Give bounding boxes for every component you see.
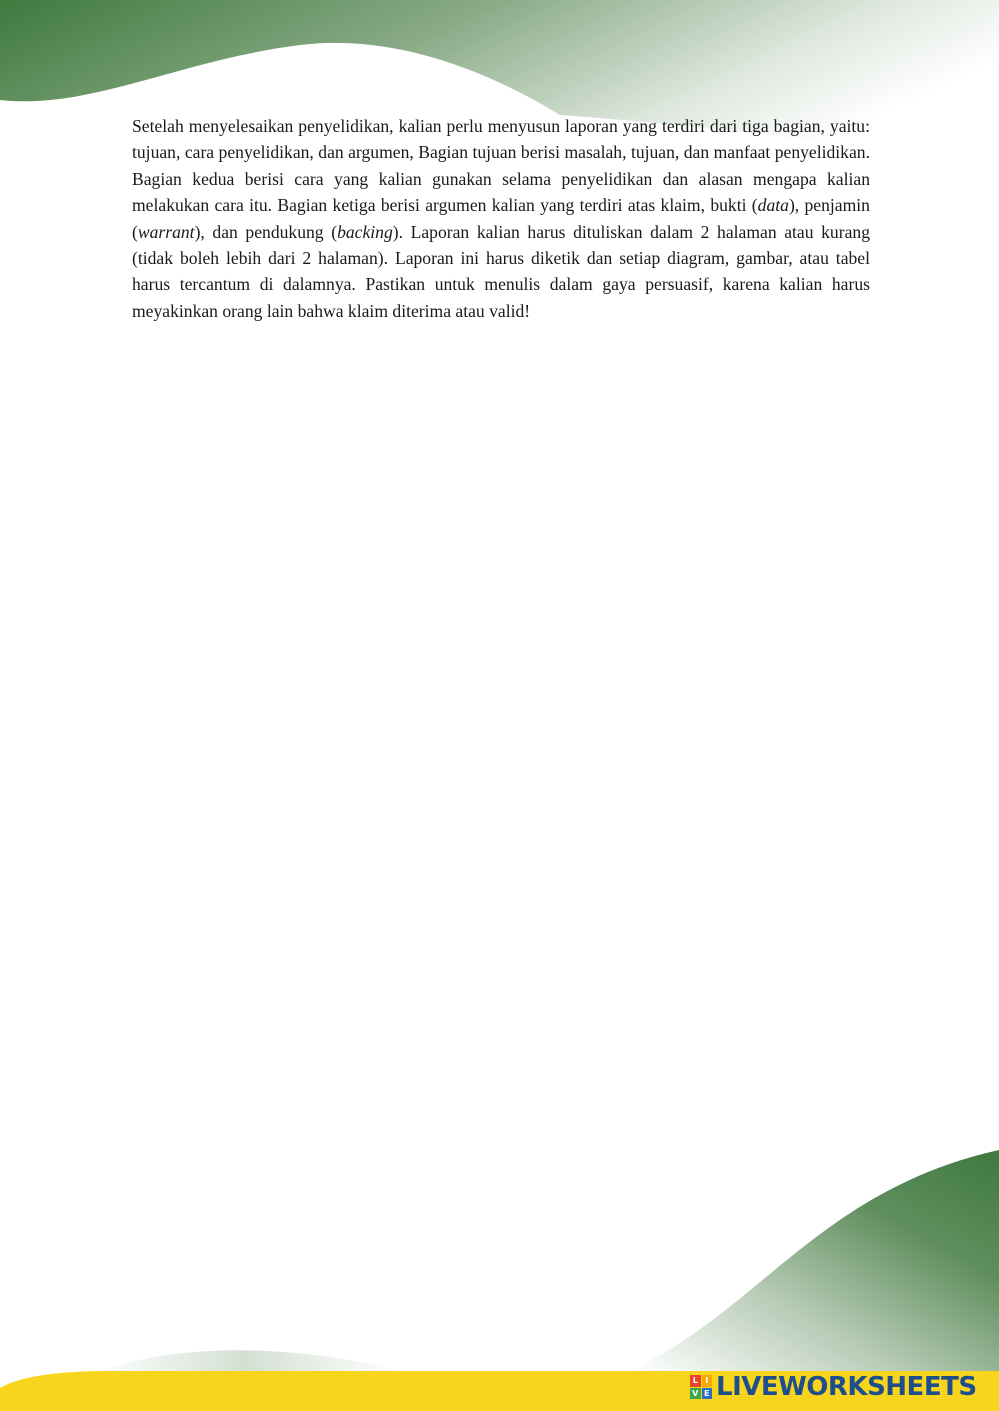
term-backing: backing: [337, 221, 393, 242]
liveworksheets-brand: [690, 1371, 977, 1403]
paragraph-text-4: ). Laporan kalian harus dituliskan dalam 2 halaman atau kurang (tidak boleh lebih dari 2 halaman). Laporan ini harus diketik dan setiap diagram, gambar, atau tabel harus tercantum di dalamnya. Pastikan untuk menulis dalam gaya persuasif, karena kalian harus meyakinkan orang lain bahwa klaim diterima atau valid!: [132, 221, 870, 321]
term-data: data: [757, 195, 789, 216]
instruction-paragraph: [132, 113, 870, 324]
liveworksheets-wordmark: LIVEWORKSHEETS: [716, 1372, 977, 1402]
paragraph-text-1: Setelah menyelesaikan penyelidikan, kalian perlu menyusun laporan yang terdiri dari tiga bagian, yaitu: tujuan, cara penyelidikan, dan argumen, Bagian tujuan berisi masalah, tujuan, dan manfaat penyelidikan. Bagian kedua berisi cara yang kalian gunakan selama penyelidikan dan alasan mengapa kalian melakukan cara itu. Bagian ketiga berisi argumen kalian yang terdiri atas klaim, bukti (: [132, 116, 870, 216]
paragraph-text-2: ), penjamin (: [132, 195, 870, 242]
term-warrant: warrant: [137, 221, 195, 242]
paragraph-text-3: ), dan pendukung (: [194, 221, 338, 242]
liveworksheets-logo-icon: L I V E: [690, 1375, 712, 1399]
